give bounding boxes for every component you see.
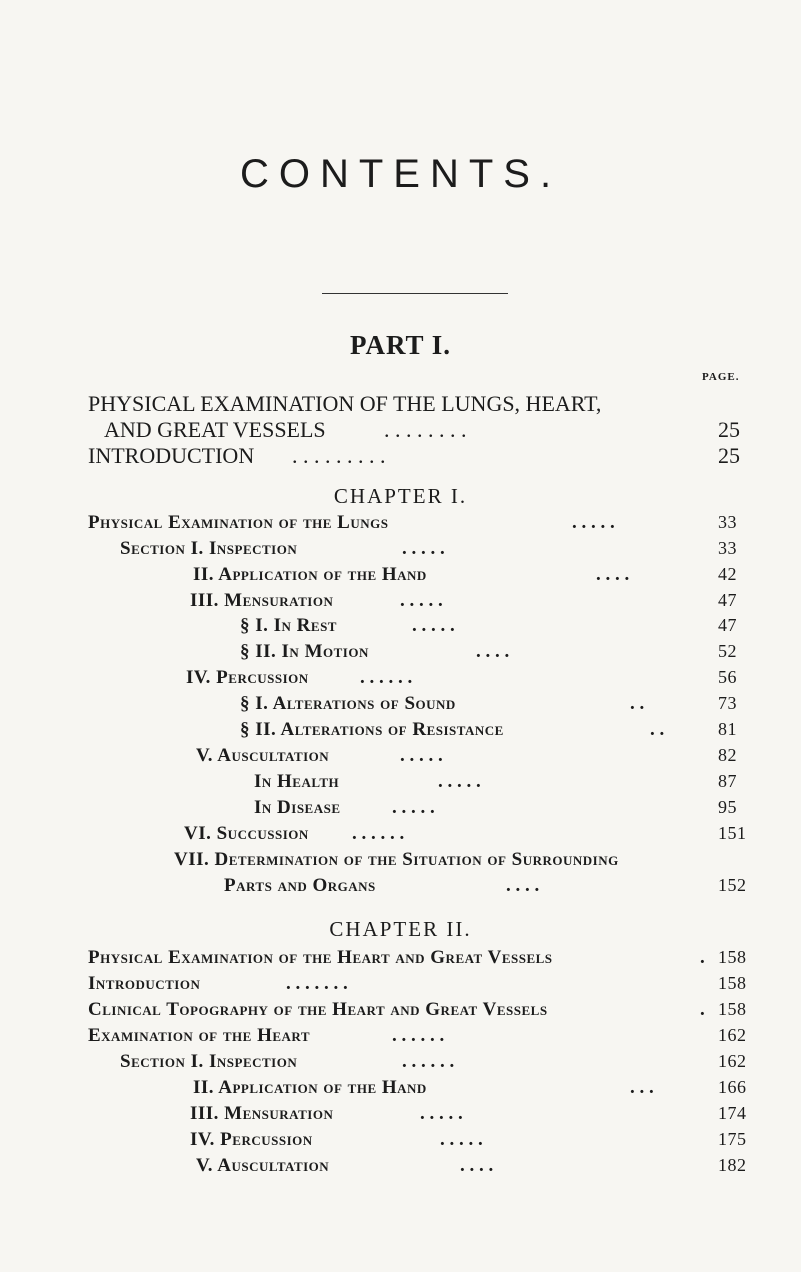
entry-label: Parts and Organs (224, 875, 376, 896)
entry-page: 158 (718, 999, 747, 1019)
entry-label: II. Application of the Hand (193, 1077, 427, 1098)
toc-entry (0, 1103, 801, 1127)
entry-page: 47 (718, 615, 737, 635)
entry-page: 162 (718, 1025, 747, 1045)
page-column-label: PAGE. (702, 371, 740, 383)
entry-label: In Disease (254, 797, 341, 818)
entry-label: Clinical Topography of the Heart and Great Vessels (88, 999, 548, 1020)
toc-entry (0, 641, 801, 665)
entry-label: IV. Percussion (186, 667, 309, 688)
entry-leader: . . . . . . . . (384, 417, 467, 442)
entry-page: 87 (718, 771, 737, 791)
entry-label: IV. Percussion (190, 1129, 313, 1150)
entry-page: 47 (718, 590, 737, 610)
toc-entry (0, 745, 801, 769)
entry-leader: . . . . . . (352, 823, 405, 844)
entry-label: VI. Succussion (184, 823, 309, 844)
toc-entry (0, 667, 801, 691)
toc-entry (0, 417, 801, 441)
entry-leader: . . . . . . . (286, 973, 348, 994)
toc-entry (0, 1129, 801, 1153)
toc-entry (0, 719, 801, 743)
entry-leader: . . . . . (392, 797, 435, 818)
entry-leader: . (700, 999, 705, 1020)
entry-leader: . (700, 947, 705, 968)
entry-page: 56 (718, 667, 737, 687)
toc-entry (0, 693, 801, 717)
entry-label: § II. Alterations of Resistance (240, 719, 504, 740)
entry-leader: . . . . . (572, 512, 615, 533)
entry-page: 166 (718, 1077, 747, 1097)
entry-leader: . . . . . (402, 538, 445, 559)
entry-label: Physical Examination of the Heart and Great Vessels (88, 947, 553, 968)
entry-label: Section I. Inspection (120, 1051, 298, 1072)
entry-label: III. Mensuration (190, 590, 334, 611)
entry-page: 25 (718, 417, 740, 442)
entry-leader: . . . . . . (402, 1051, 455, 1072)
toc-entry (0, 443, 801, 467)
toc-entry (0, 797, 801, 821)
entry-label: Introduction (88, 973, 201, 994)
entry-page: 73 (718, 693, 737, 713)
entry-page: 162 (718, 1051, 747, 1071)
entry-page: 158 (718, 947, 747, 967)
entry-leader: . . . . . . (392, 1025, 445, 1046)
entry-page: 158 (718, 973, 747, 993)
toc-entry (0, 1155, 801, 1179)
toc-entry (0, 875, 801, 899)
entry-leader: . . . . (596, 564, 630, 585)
entry-leader: . . . . (460, 1155, 494, 1176)
toc-entry (0, 512, 801, 536)
entry-page: 33 (718, 512, 737, 532)
entry-leader: . . . . . (420, 1103, 463, 1124)
entry-page: 42 (718, 564, 737, 584)
entry-page: 25 (718, 443, 740, 468)
entry-page: 95 (718, 797, 737, 817)
entry-label: In Health (254, 771, 340, 792)
contents-title: CONTENTS. (239, 152, 562, 196)
toc-entry (0, 538, 801, 562)
entry-label: Physical Examination of the Lungs (88, 512, 389, 533)
entry-label: § I. In Rest (240, 615, 337, 636)
entry-label: PHYSICAL EXAMINATION OF THE LUNGS, HEART, (88, 391, 602, 416)
toc-entry (0, 1051, 801, 1075)
entry-leader: . . (650, 719, 665, 740)
entry-label: V. Auscultation (196, 745, 330, 766)
title-rule (322, 293, 508, 294)
entry-label: § II. In Motion (240, 641, 369, 662)
entry-label: INTRODUCTION (88, 443, 255, 468)
entry-label: § I. Alterations of Sound (240, 693, 456, 714)
entry-label: Examination of the Heart (88, 1025, 311, 1046)
chapter-title: CHAPTER II. (329, 917, 472, 941)
entry-label: II. Application of the Hand (193, 564, 427, 585)
entry-page: 175 (718, 1129, 747, 1149)
entry-leader: . . . . . (440, 1129, 483, 1150)
entry-page: 33 (718, 538, 737, 558)
toc-entry (0, 849, 801, 873)
entry-leader: . . . . (506, 875, 540, 896)
toc-entry (0, 590, 801, 614)
entry-label: AND GREAT VESSELS (104, 417, 326, 442)
entry-leader: . . . (630, 1077, 654, 1098)
toc-entry (0, 1025, 801, 1049)
toc-entry (0, 1077, 801, 1101)
part-title: PART I. (349, 330, 452, 360)
toc-entry (0, 999, 801, 1023)
entry-page: 82 (718, 745, 737, 765)
toc-entry (0, 391, 801, 415)
entry-leader: . . . . . (400, 745, 443, 766)
entry-label: VII. Determination of the Situation of Surrounding (174, 849, 619, 870)
entry-page: 152 (718, 875, 747, 895)
chapter-title: CHAPTER I. (333, 484, 468, 508)
entry-label: V. Auscultation (196, 1155, 330, 1176)
entry-label: III. Mensuration (190, 1103, 334, 1124)
entry-label: Section I. Inspection (120, 538, 298, 559)
toc-entry (0, 771, 801, 795)
toc-entry (0, 564, 801, 588)
entry-leader: . . . . (476, 641, 510, 662)
entry-page: 81 (718, 719, 737, 739)
entry-leader: . . . . . (400, 590, 443, 611)
entry-leader: . . (630, 693, 645, 714)
entry-page: 151 (718, 823, 747, 843)
entry-page: 174 (718, 1103, 747, 1123)
entry-page: 182 (718, 1155, 747, 1175)
toc-entry (0, 947, 801, 971)
entry-page: 52 (718, 641, 737, 661)
toc-entry (0, 823, 801, 847)
toc-entry (0, 615, 801, 639)
entry-leader: . . . . . . (360, 667, 413, 688)
entry-leader: . . . . . . . . . (292, 443, 386, 468)
entry-leader: . . . . . (412, 615, 455, 636)
entry-leader: . . . . . (438, 771, 481, 792)
toc-entry (0, 973, 801, 997)
